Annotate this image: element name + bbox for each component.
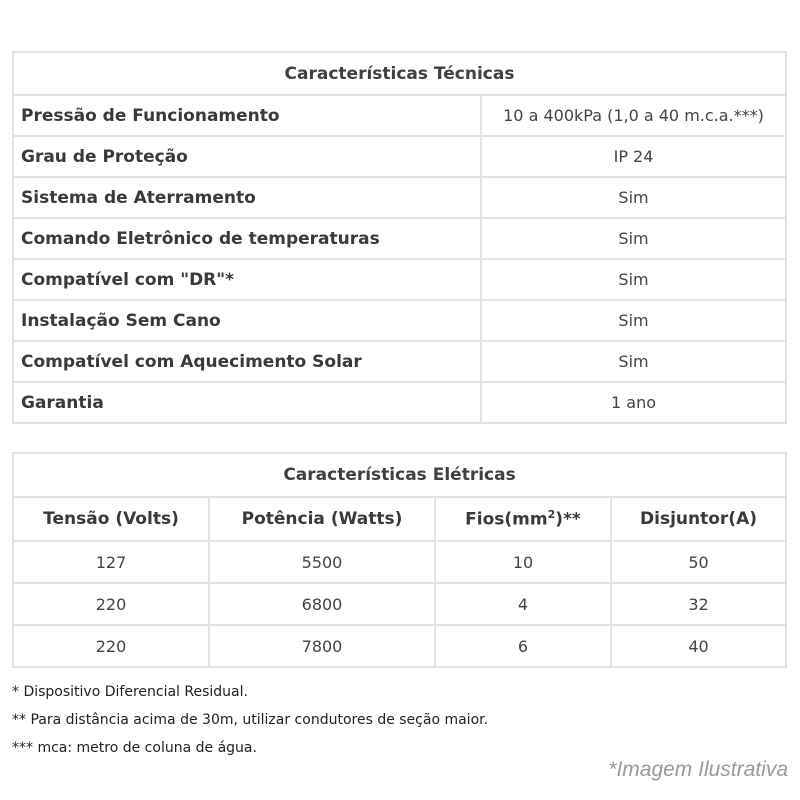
cell-fios: 4 bbox=[435, 583, 611, 625]
row-label: Sistema de Aterramento bbox=[13, 177, 481, 218]
row-value: Sim bbox=[481, 177, 786, 218]
table-row bbox=[13, 382, 786, 423]
row-value: Sim bbox=[481, 218, 786, 259]
row-value: 1 ano bbox=[481, 382, 786, 423]
cell-disjuntor: 32 bbox=[611, 583, 786, 625]
table-row bbox=[13, 95, 786, 136]
table-row bbox=[13, 136, 786, 177]
row-label: Instalação Sem Cano bbox=[13, 300, 481, 341]
cell-tensao: 127 bbox=[13, 541, 209, 583]
row-label: Compatível com Aquecimento Solar bbox=[13, 341, 481, 382]
row-value: 10 a 400kPa (1,0 a 40 m.c.a.***) bbox=[481, 95, 786, 136]
cell-fios: 10 bbox=[435, 541, 611, 583]
table-header-row bbox=[13, 497, 786, 541]
footnote: * Dispositivo Diferencial Residual. bbox=[12, 684, 248, 700]
cell-potencia: 5500 bbox=[209, 541, 435, 583]
elec-table-title: Características Elétricas bbox=[13, 453, 786, 497]
header-tensao: Tensão (Volts) bbox=[13, 497, 209, 541]
tech-table-title: Características Técnicas bbox=[13, 52, 786, 95]
header-disjuntor: Disjuntor(A) bbox=[611, 497, 786, 541]
table-row bbox=[13, 218, 786, 259]
header-potencia: Potência (Watts) bbox=[209, 497, 435, 541]
cell-potencia: 6800 bbox=[209, 583, 435, 625]
cell-disjuntor: 50 bbox=[611, 541, 786, 583]
table-title-row bbox=[13, 453, 786, 497]
row-label: Pressão de Funcionamento bbox=[13, 95, 481, 136]
cell-tensao: 220 bbox=[13, 583, 209, 625]
table-row bbox=[13, 625, 786, 667]
table-row bbox=[13, 583, 786, 625]
row-value: Sim bbox=[481, 259, 786, 300]
table-row bbox=[13, 341, 786, 382]
cell-disjuntor: 40 bbox=[611, 625, 786, 667]
footnote: *** mca: metro de coluna de água. bbox=[12, 740, 257, 756]
table-row bbox=[13, 541, 786, 583]
header-fios bbox=[435, 497, 611, 541]
illustrative-image-watermark: *Imagem Ilustrativa bbox=[608, 758, 788, 781]
footnote: ** Para distância acima de 30m, utilizar condutores de seção maior. bbox=[12, 712, 489, 728]
footnotes bbox=[12, 678, 488, 762]
row-value: IP 24 bbox=[481, 136, 786, 177]
header-fios-suffix: )** bbox=[555, 509, 581, 530]
row-label: Comando Eletrônico de temperaturas bbox=[13, 218, 481, 259]
row-label: Compatível com "DR"* bbox=[13, 259, 481, 300]
row-value: Sim bbox=[481, 341, 786, 382]
technical-characteristics-table bbox=[12, 51, 787, 424]
cell-potencia: 7800 bbox=[209, 625, 435, 667]
table-row bbox=[13, 177, 786, 218]
cell-tensao: 220 bbox=[13, 625, 209, 667]
header-fios-prefix: Fios(mm bbox=[465, 509, 548, 530]
table-row bbox=[13, 300, 786, 341]
row-label: Garantia bbox=[13, 382, 481, 423]
cell-fios: 6 bbox=[435, 625, 611, 667]
row-value: Sim bbox=[481, 300, 786, 341]
electrical-characteristics-table bbox=[12, 452, 787, 668]
table-row bbox=[13, 259, 786, 300]
header-fios-superscript: 2 bbox=[547, 508, 556, 522]
row-label: Grau de Proteção bbox=[13, 136, 481, 177]
table-title-row bbox=[13, 52, 786, 95]
